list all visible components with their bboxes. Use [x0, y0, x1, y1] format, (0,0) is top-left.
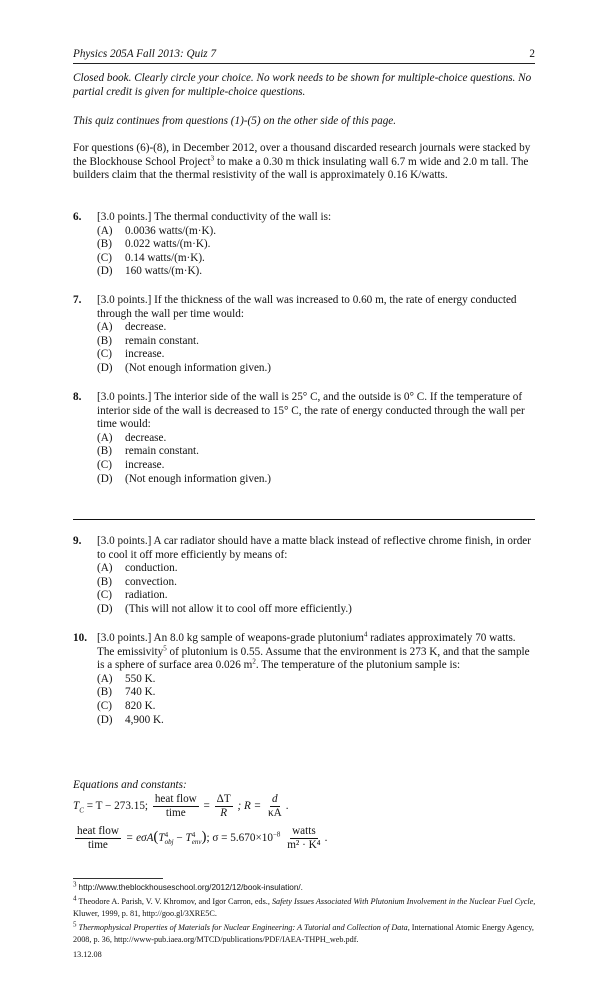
numerator: heat flow [154, 793, 197, 805]
intro-text-b: to make a 0.30 m thick insulating wall 6.7 m wide and 2.0 m tall. The builders claim that the thermal resistivity of the wall is approximately 0.16 K/watts. [73, 155, 529, 182]
option-c[interactable] [97, 589, 535, 603]
paren-right: ) [201, 829, 207, 846]
exponent: −8 [272, 830, 281, 839]
option-c[interactable] [97, 252, 535, 266]
option-label: (A) [97, 672, 113, 685]
option-label: (A) [97, 224, 113, 237]
eq-equals: = [203, 800, 210, 813]
eq-text: . [285, 800, 289, 813]
option-b[interactable] [97, 335, 535, 349]
option-text: radiation. [125, 589, 168, 602]
option-a[interactable] [97, 321, 535, 335]
footnote-text: , Kluwer, 1999, p. 81, http://goo.gl/3XRE5C. [73, 897, 536, 918]
header-title: Physics 205A Fall 2013: Quiz 7 [73, 48, 217, 60]
option-text: 4,900 K. [125, 713, 164, 726]
question-9 [73, 535, 535, 617]
option-text: convection. [125, 575, 177, 588]
option-label: (D) [97, 265, 113, 278]
option-d[interactable] [97, 473, 535, 487]
eq-symbol: T [158, 832, 165, 845]
question-10 [73, 632, 535, 727]
option-text: 160 watts/(m·K). [125, 265, 203, 278]
option-label: (B) [97, 686, 112, 699]
equation-line-2 [73, 825, 327, 852]
sub-sup [165, 832, 174, 846]
question-number: 9. [73, 535, 82, 547]
fraction [153, 793, 199, 820]
option-text: conduction. [125, 562, 178, 575]
option-label: (C) [97, 348, 112, 361]
footnote-link[interactable]: http://www.theblockhouseschool.org/2012/12/book-insulation/. [78, 883, 303, 892]
subscript: obj [164, 837, 174, 846]
footnote-title: Thermophysical Properties of Materials for Nuclear Engineering: A Tutorial and Collection of Data [78, 923, 408, 932]
date-stamp: 13.12.08 [73, 950, 102, 959]
option-label: (A) [97, 431, 113, 444]
eq-symbol: T [73, 800, 80, 813]
denominator: m² · K⁴ [287, 839, 321, 851]
option-text: decrease. [125, 431, 167, 444]
option-label: (C) [97, 251, 112, 264]
q10-text-b: radiates approximately 70 watts. The emissivity [97, 632, 516, 658]
question-text [97, 632, 535, 673]
footnote-number: 3 [73, 880, 77, 889]
eq-symbol: T [185, 832, 192, 845]
option-label: (D) [97, 472, 113, 485]
question-number: 8. [73, 391, 82, 403]
option-b[interactable] [97, 238, 535, 252]
eq-text: = eσA [125, 832, 154, 845]
page-number: 2 [529, 48, 535, 60]
denominator: time [165, 807, 186, 819]
instructions: Closed book. Clearly circle your choice. No work needs to be shown for multiple-choice questions. No partial credit is given for multiple-choice questions. [73, 72, 532, 98]
option-label: (C) [97, 589, 112, 602]
numerator: ΔT [216, 793, 231, 805]
option-label: (B) [97, 575, 112, 588]
exponent: 4 [191, 830, 196, 839]
option-label: (B) [97, 445, 112, 458]
footnote-5 [73, 922, 543, 946]
question-text: [3.0 points.] If the thickness of the wall was increased to 0.60 m, the rate of energy conducted through the wall per time would: [97, 294, 517, 320]
option-text: 550 K. [125, 672, 156, 685]
option-text: decrease. [125, 321, 167, 334]
option-d[interactable] [97, 714, 535, 728]
q10-text-d: . The temperature of the plutonium sample is: [255, 659, 461, 672]
equation-line-1 [73, 793, 289, 820]
option-b[interactable] [97, 686, 535, 700]
option-text: 740 K. [125, 686, 156, 699]
question-8 [73, 391, 535, 486]
option-text: (Not enough information given.) [125, 472, 272, 485]
footnote-number: 4 [73, 894, 77, 903]
section-divider [73, 519, 535, 520]
question-6 [73, 211, 535, 279]
question-number: 7. [73, 294, 82, 306]
eq-text: . [324, 832, 328, 845]
q10-text-a: [3.0 points.] An 8.0 kg sample of weapons-grade plutonium [97, 632, 364, 644]
option-label: (D) [97, 361, 113, 374]
option-text: 0.14 watts/(m·K). [125, 251, 205, 264]
question-7 [73, 294, 535, 376]
fraction [266, 793, 284, 820]
question-text: [3.0 points.] The thermal conductivity of the wall is: [97, 211, 332, 223]
footnote-ref: 4 [363, 630, 368, 639]
numerator: heat flow [77, 825, 119, 837]
option-label: (B) [97, 334, 112, 347]
question-text: [3.0 points.] A car radiator should have a matte black instead of reflective chrome finish, in order to cool it off more efficiently by means of: [97, 535, 531, 561]
option-d[interactable] [97, 603, 535, 617]
option-a[interactable] [97, 432, 535, 446]
option-text: remain constant. [125, 334, 199, 347]
fraction [215, 793, 233, 820]
footnote-ref: 5 [163, 643, 167, 652]
option-d[interactable] [97, 265, 535, 279]
denominator: κA [267, 807, 282, 819]
continuation-note: This quiz continues from questions (1)-(5) on the other side of this page. [73, 115, 397, 127]
option-c[interactable] [97, 348, 535, 362]
option-a[interactable] [97, 673, 535, 687]
intro-text-a: For questions (6)-(8), in December 2012, over a thousand discarded research journals were stacked by the Blockhouse School Project [73, 142, 531, 168]
denominator: R [220, 807, 228, 819]
option-a[interactable] [97, 562, 535, 576]
fraction [75, 825, 121, 852]
option-b[interactable] [97, 445, 535, 459]
eq-text: − [173, 832, 186, 845]
option-a[interactable] [97, 225, 535, 239]
option-d[interactable] [97, 362, 535, 376]
eq-text: = T − 273.15; [83, 800, 149, 813]
subscript: env [191, 837, 202, 846]
option-label: (D) [97, 602, 113, 615]
fraction [285, 825, 322, 852]
footnote-4 [73, 896, 543, 920]
option-label: (A) [97, 321, 113, 334]
option-text: 820 K. [125, 699, 156, 712]
option-text: 0.022 watts/(m·K). [125, 238, 211, 251]
equations-title: Equations and constants: [73, 779, 187, 791]
option-text: (Not enough information given.) [125, 361, 272, 374]
intro-paragraph [73, 142, 535, 183]
intro-ref: 3 [210, 153, 215, 162]
option-b[interactable] [97, 576, 535, 590]
denominator: time [88, 839, 108, 851]
footnote-number: 5 [73, 920, 77, 929]
eq-text: ; σ = 5.670×10 [206, 832, 273, 845]
numerator: watts [292, 825, 316, 837]
footnote-3 [73, 882, 543, 894]
option-c[interactable] [97, 700, 535, 714]
eq-subscript: C [79, 806, 84, 815]
option-label: (A) [97, 562, 113, 575]
option-label: (D) [97, 713, 113, 726]
option-label: (B) [97, 238, 112, 251]
exponent: 4 [164, 830, 169, 839]
option-text: increase. [125, 348, 165, 361]
sub-sup [192, 832, 202, 846]
question-number: 10. [73, 632, 87, 644]
page-header [73, 48, 535, 64]
question-text: [3.0 points.] The interior side of the wall is 25° C, and the outside is 0° C. If the temperature of interior side of the wall is decreased to 15° C, the rate of energy conducted through the wall per time would: [97, 391, 525, 431]
footnote-text: , International Atomic Energy Agency, 2008, p. 36, http://www-pub.iaea.org/MTCD/publications/PDF/IAEA-THPH_web.pdf. [73, 923, 534, 944]
q10-text-c: of plutonium is 0.55. Assume that the environment is 273 K, and that the sample is a sphere of surface area 0.026 m [97, 645, 530, 672]
option-text: (This will not allow it to cool off more efficiently.) [125, 602, 352, 615]
numerator: d [272, 793, 278, 805]
paren-left: ( [153, 829, 159, 846]
option-text: remain constant. [125, 445, 199, 458]
footnote-title: Safety Issues Associated With Plutonium Involvement in the Nuclear Fuel Cycle [271, 897, 534, 906]
header-bar [73, 48, 535, 64]
option-text: increase. [125, 458, 165, 471]
option-text: 0.0036 watts/(m·K). [125, 224, 217, 237]
superscript: 2 [252, 657, 256, 666]
option-c[interactable] [97, 459, 535, 473]
option-label: (C) [97, 699, 112, 712]
question-number: 6. [73, 211, 82, 223]
footnote-rule [73, 878, 163, 879]
option-label: (C) [97, 458, 112, 471]
footnote-text: Theodore A. Parish, V. V. Khromov, and Igor Carron, eds., [78, 897, 272, 906]
eq-text: ; R = [237, 800, 262, 813]
